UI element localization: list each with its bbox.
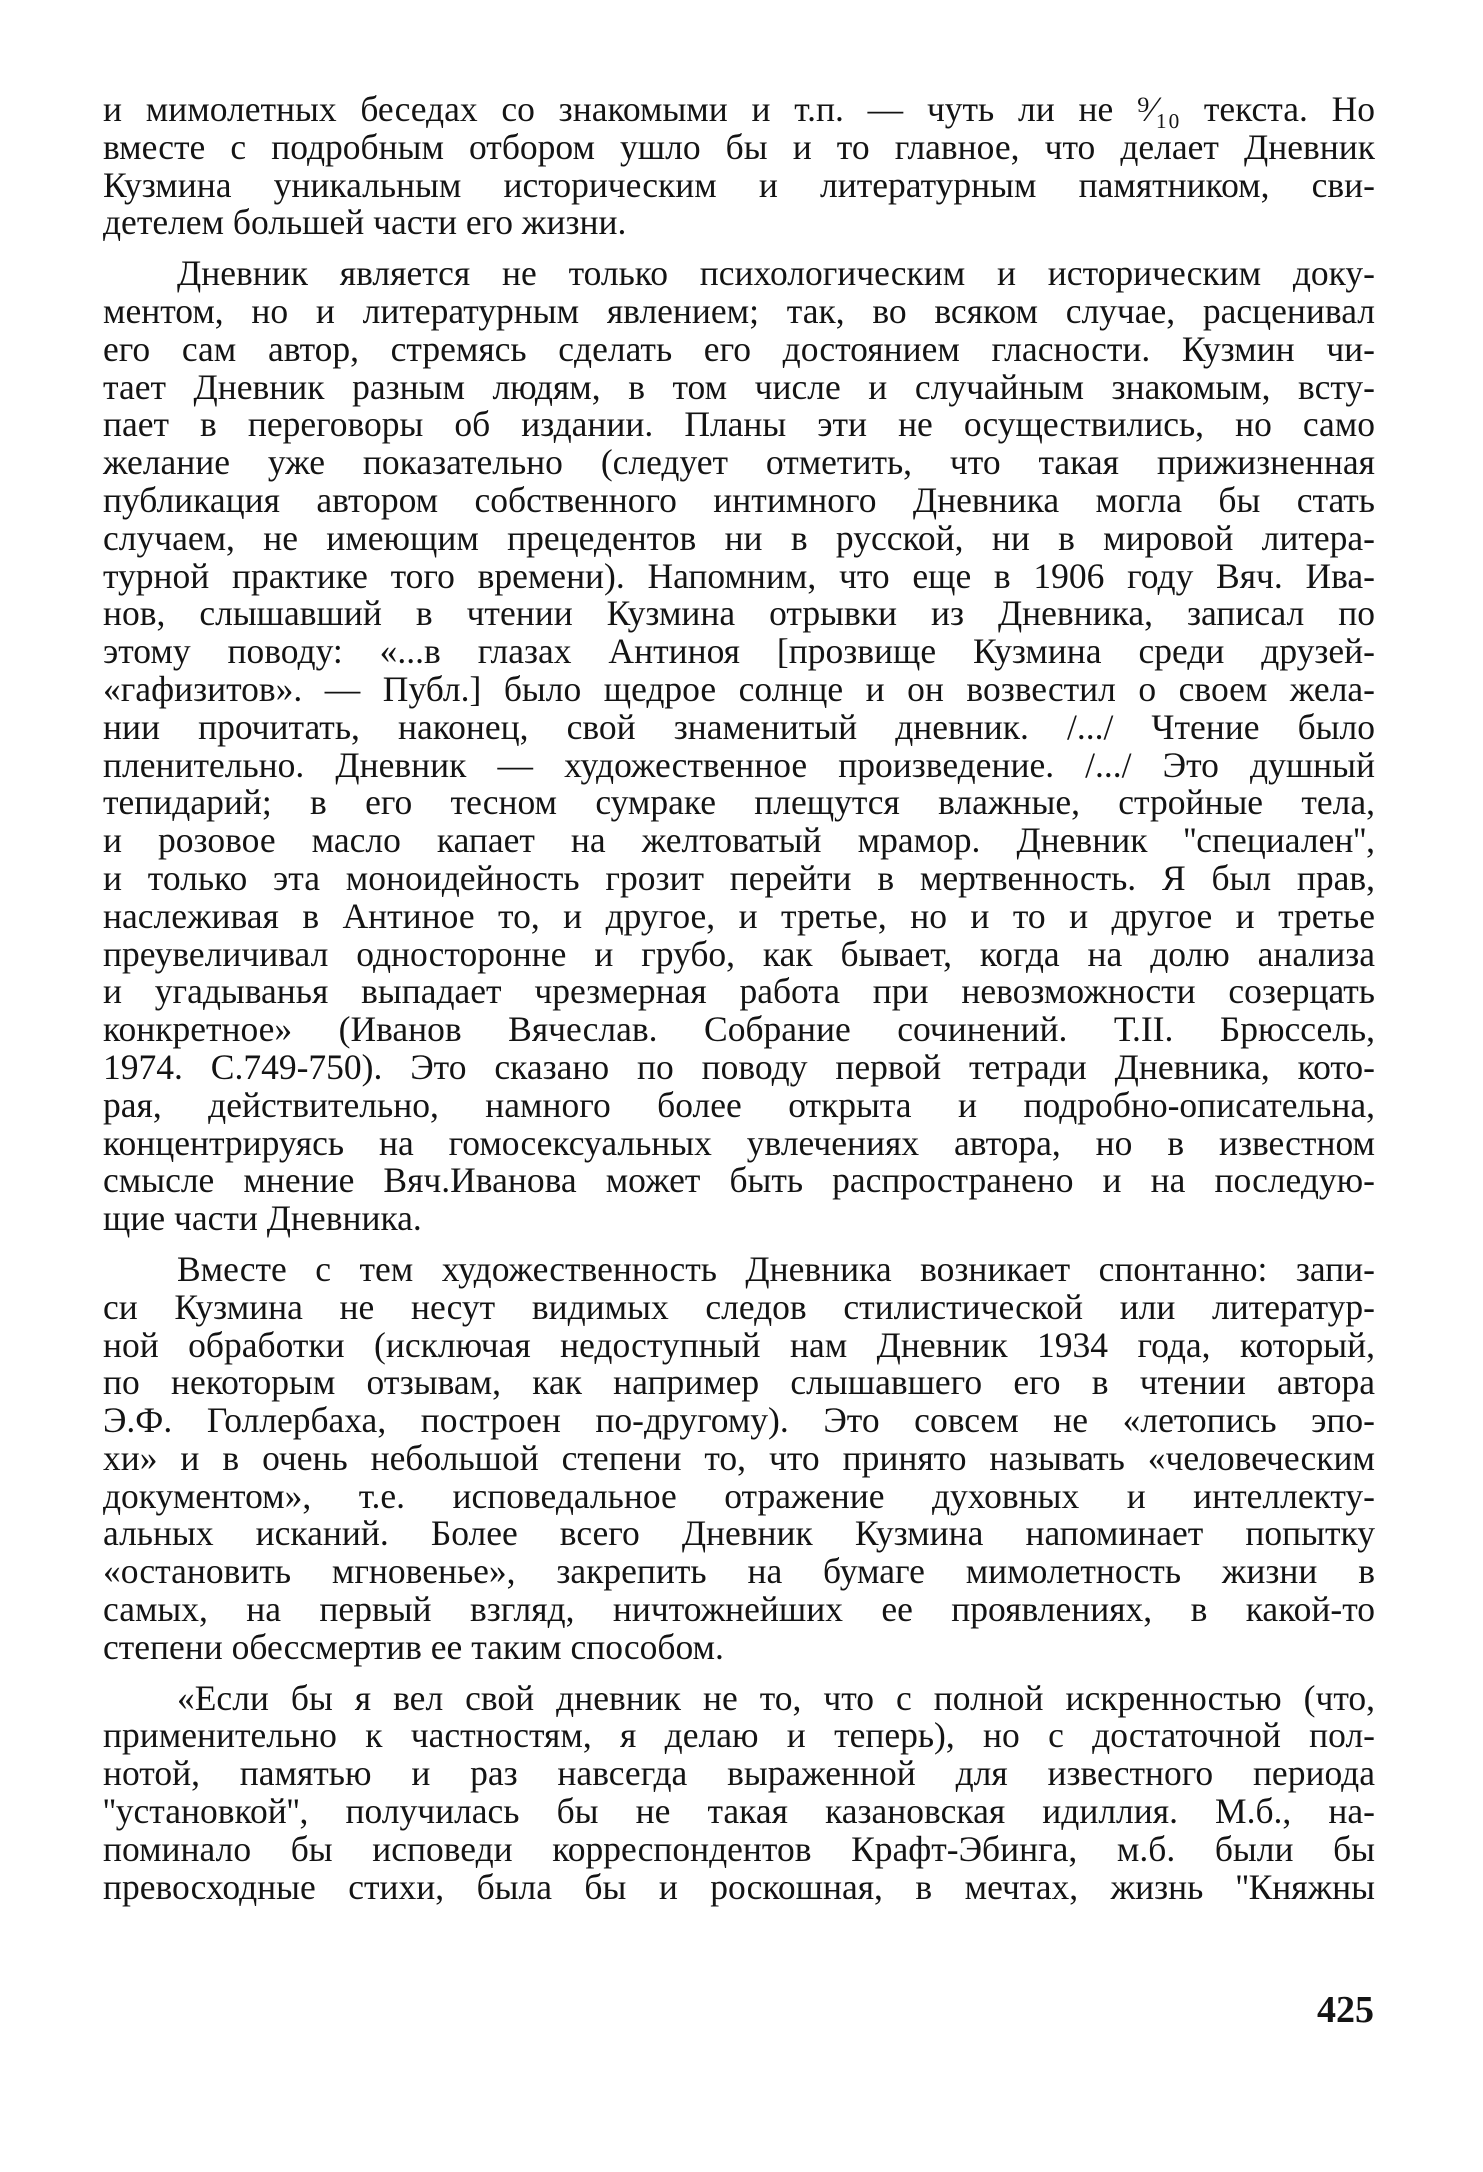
text-line: самых, на первый взгляд, ничтожнейших ее проявлениях, в какой-то — [103, 1589, 1375, 1630]
text-line: его сам автор, стремясь сделать его достоянием гласности. Кузмин чи- — [103, 328, 1375, 369]
text-line: и розовое масло капает на желтоватый мрамор. Дневник ''специален'', — [103, 820, 1375, 861]
text-line: вместе с подробным отбором ушло бы и то главное, что делает Дневник — [103, 126, 1375, 167]
text-line: и только эта моноидейность грозит перейти в мертвенность. Я был прав, — [103, 857, 1375, 898]
text-line: Кузмина уникальным историческим и литературным памятником, сви- — [103, 164, 1375, 205]
text-line: нотой, памятью и раз навсегда выраженной для известного периода — [103, 1753, 1375, 1794]
text-line: применительно к частностям, я делаю и теперь), но с достаточной пол- — [103, 1715, 1375, 1756]
text-line: ной обработки (исключая недоступный нам Дневник 1934 года, который, — [103, 1324, 1375, 1365]
text-line: поминало бы исповеди корреспондентов Крафт-Эбинга, м.б. были бы — [103, 1828, 1375, 1869]
text-line: ''установкой'', получилась бы не такая казановская идиллия. М.б., на- — [103, 1791, 1375, 1832]
text-line: турной практике того времени). Напомним, что еще в 1906 году Вяч. Ива- — [103, 555, 1375, 596]
text-line: смысле мнение Вяч.Иванова может быть распространено и на последую- — [103, 1160, 1375, 1201]
text-line: пленительно. Дневник — художественное произведение. /.../ Это душный — [103, 744, 1375, 785]
text-line: конкретное» (Иванов Вячеслав. Собрание сочинений. Т.II. Брюссель, — [103, 1009, 1375, 1050]
text-line: нии прочитать, наконец, свой знаменитый дневник. /.../ Чтение было — [103, 706, 1375, 747]
text-line: документом», т.е. исповедальное отражение духовных и интеллекту- — [103, 1475, 1375, 1516]
text-line: Вместе с тем художественность Дневника возникает спонтанно: запи- — [177, 1248, 1375, 1289]
text-line: степени обессмертив ее таким способом. — [103, 1626, 724, 1667]
text-line: и мимолетных беседах со знакомыми и т.п. — чуть ли не ⁹⁄₁₀ текста. Но — [103, 89, 1375, 129]
text-line: детелем большей части его жизни. — [103, 202, 627, 243]
text-line: хи» и в очень небольшой степени то, что принято называть «человеческим — [103, 1437, 1375, 1478]
text-line: рая, действительно, намного более открыта и подробно-описательна, — [103, 1084, 1375, 1125]
text-line: преувеличивал односторонне и грубо, как бывает, когда на долю анализа — [103, 933, 1375, 974]
text-line: си Кузмина не несут видимых следов стилистической или литератур- — [103, 1286, 1375, 1327]
text-line: тает Дневник разным людям, в том числе и случайным знакомым, всту- — [103, 366, 1375, 407]
text-line: 1974. С.749-750). Это сказано по поводу первой тетради Дневника, кото- — [103, 1046, 1375, 1087]
text-line: «гафизитов». — Публ.] было щедрое солнце и он возвестил о своем жела- — [103, 668, 1375, 709]
text-line: желание уже показательно (следует отметить, что такая прижизненная — [103, 442, 1375, 483]
text-line: публикация автором собственного интимного Дневника могла бы стать — [103, 479, 1375, 520]
text-line: концентрируясь на гомосексуальных увлечениях автора, но в известном — [103, 1122, 1375, 1163]
text-line: Дневник является не только психологическим и историческим доку- — [177, 253, 1375, 294]
paragraph-3 — [103, 1248, 1375, 1667]
page-number: 425 — [1317, 1989, 1374, 2031]
text-line: этому поводу: «...в глазах Антиноя [прозвище Кузмина среди друзей- — [103, 631, 1375, 672]
paragraph-4 — [103, 1677, 1375, 1907]
text-line: ментом, но и литературным явлением; так, во всяком случае, расценивал — [103, 290, 1375, 331]
text-line: тепидарий; в его тесном сумраке плещутся влажные, стройные тела, — [103, 782, 1375, 823]
text-line: превосходные стихи, была бы и роскошная, в мечтах, жизнь ''Княжны — [103, 1866, 1375, 1907]
text-line: «остановить мгновенье», закрепить на бумаге мимолетность жизни в — [103, 1551, 1375, 1592]
text-line: Э.Ф. Голлербаха, построен по-другому). Это совсем не «летопись эпо- — [103, 1400, 1375, 1441]
text-line: и угадыванья выпадает чрезмерная работа при невозможности созерцать — [103, 971, 1375, 1012]
paragraph-2 — [103, 255, 1375, 1238]
text-line: случаем, не имеющим прецедентов ни в русской, ни в мировой литера- — [103, 517, 1375, 558]
paragraph-1 — [103, 91, 1375, 242]
text-line: пает в переговоры об издании. Планы эти не осуществились, но само — [103, 404, 1375, 445]
text-line: «Если бы я вел свой дневник не то, что с полной искренностью (что, — [177, 1677, 1375, 1718]
text-line: наслеживая в Антиное то, и другое, и третье, но и то и другое и третье — [103, 895, 1375, 936]
text-line: щие части Дневника. — [103, 1198, 422, 1239]
body-text — [103, 91, 1375, 1919]
text-line: альных исканий. Более всего Дневник Кузмина напоминает попытку — [103, 1513, 1375, 1554]
text-line: нов, слышавший в чтении Кузмина отрывки из Дневника, записал по — [103, 593, 1375, 634]
text-line: по некоторым отзывам, как например слышавшего его в чтении автора — [103, 1362, 1375, 1403]
